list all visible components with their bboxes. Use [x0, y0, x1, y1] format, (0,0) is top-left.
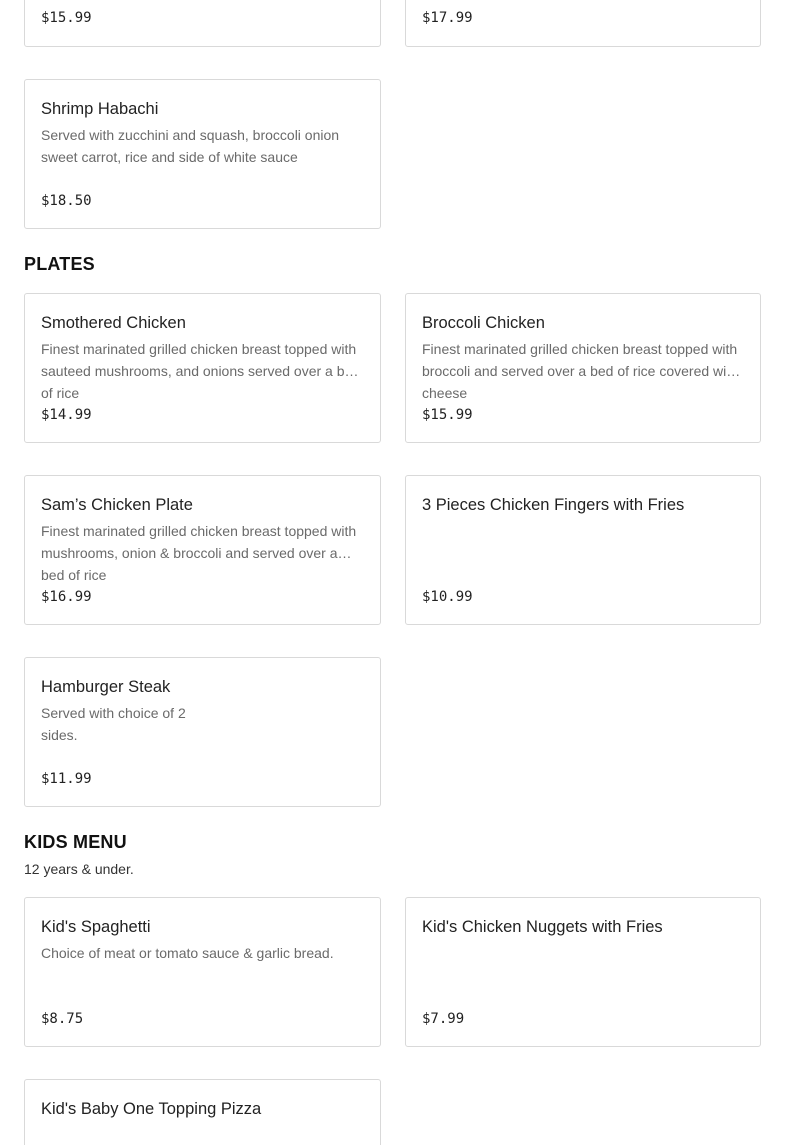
item-description: Served with zucchini and squash, broccoli onion sweet carrot, rice and side of white sauce: [41, 127, 340, 165]
item-price: $7.99: [422, 1011, 465, 1027]
menu-item-card[interactable]: [405, 897, 761, 1047]
item-name: Kid's Chicken Nuggets with Fries: [422, 918, 663, 936]
item-price: $8.75: [41, 1011, 84, 1027]
item-name: Broccoli Chicken: [422, 314, 545, 332]
item-name: Smothered Chicken: [41, 314, 186, 332]
section-title-kids-menu: KIDS MENU: [24, 832, 127, 852]
item-price: $18.50: [41, 193, 92, 209]
menu-item-card[interactable]: [24, 657, 381, 807]
item-description: Finest marinated grilled chicken breast topped with broccoli and served over a bed of rice covered with cheese: [422, 341, 738, 401]
item-description: Finest marinated grilled chicken breast topped with mushrooms, onion & broccoli and served over a bed of rice: [41, 523, 357, 583]
item-description: Served with choice of 2 sides.: [41, 705, 186, 743]
item-price: $17.99: [422, 10, 473, 26]
item-price: $16.99: [41, 589, 92, 605]
item-name: Shrimp Habachi: [41, 100, 159, 118]
item-name: Sam’s Chicken Plate: [41, 496, 193, 514]
item-price: $10.99: [422, 589, 473, 605]
item-price: $11.99: [41, 771, 92, 787]
menu-item-card[interactable]: [24, 475, 381, 625]
menu-item-card[interactable]: [405, 0, 761, 47]
item-description: Choice of meat or tomato sauce & garlic bread.: [41, 945, 334, 961]
item-price: $15.99: [422, 407, 473, 423]
section-subtitle: 12 years & under.: [24, 861, 134, 877]
item-name: 3 Pieces Chicken Fingers with Fries: [422, 496, 685, 514]
item-price: $15.99: [41, 10, 92, 26]
menu-item-card[interactable]: [405, 293, 761, 443]
item-description: Finest marinated grilled chicken breast topped with sauteed mushrooms, and onions served over a bed of rice: [41, 341, 361, 401]
section-title-plates: PLATES: [24, 254, 95, 274]
menu-item-card[interactable]: [24, 1079, 381, 1145]
menu-item-card[interactable]: [24, 897, 381, 1047]
item-name: Kid's Baby One Topping Pizza: [41, 1100, 262, 1118]
menu-item-card[interactable]: [24, 0, 381, 47]
item-price: $14.99: [41, 407, 92, 423]
item-name: Hamburger Steak: [41, 678, 171, 696]
menu-item-card[interactable]: [405, 475, 761, 625]
item-name: Kid's Spaghetti: [41, 918, 151, 936]
menu-item-card[interactable]: [24, 79, 381, 229]
menu-item-card[interactable]: [24, 293, 381, 443]
